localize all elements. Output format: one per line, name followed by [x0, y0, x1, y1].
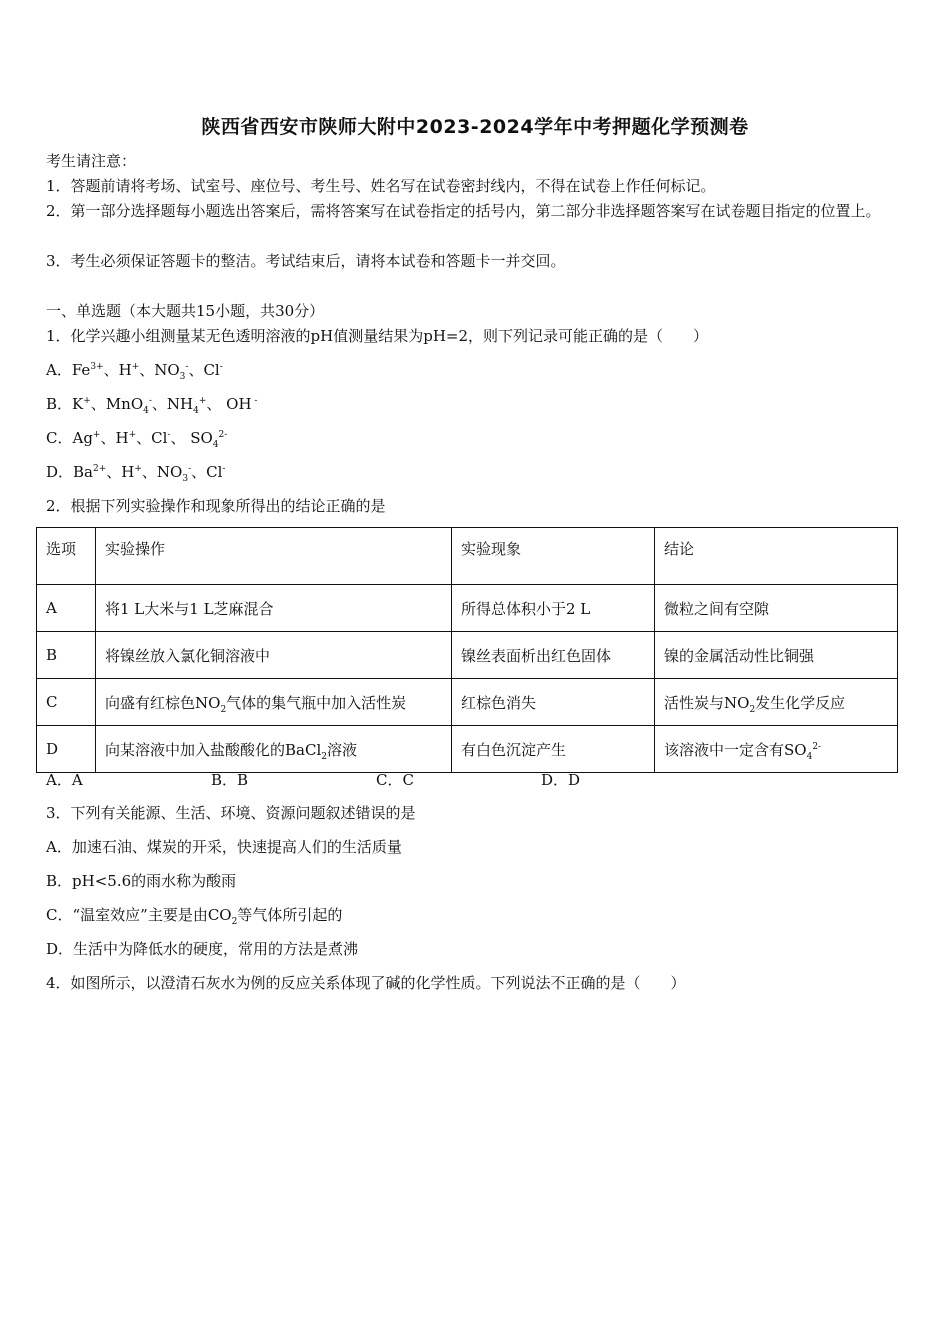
q3-option-d: D．生活中为降低水的硬度，常用的方法是煮沸	[46, 940, 359, 958]
q2-option-a: A．A	[46, 771, 83, 789]
row-phenomenon: 有白色沉淀产生	[452, 726, 655, 773]
q1-c-text: Ag+、H+、Cl-、 $SO_4^{2-}$	[72, 429, 228, 450]
q1-b-text: K+、MnO$_4$-、$NH_4^+$、 OH -	[72, 395, 258, 416]
row-operation: 向某溶液中加入盐酸酸化的BaCl$_2$溶液	[96, 726, 452, 773]
header-phenomenon: 实验现象	[452, 528, 655, 585]
q1-d-label: D．	[46, 463, 74, 481]
q1-a-label: A．	[46, 361, 72, 379]
row-option: D	[37, 726, 96, 773]
section-heading: 一、单选题（本大题共15小题，共30分）	[46, 302, 325, 320]
row-phenomenon: 镍丝表面析出红色固体	[452, 632, 655, 679]
row-option: C	[37, 679, 96, 726]
q1-option-b	[46, 394, 257, 414]
q3-option-b: B．pH<5.6的雨水称为酸雨	[46, 872, 237, 890]
row-phenomenon: 红棕色消失	[452, 679, 655, 726]
notice-heading: 考生请注意：	[46, 152, 137, 170]
row-operation: 将1 L大米与1 L芝麻混合	[96, 585, 452, 632]
table-row	[37, 632, 898, 679]
row-conclusion: 镍的金属活动性比铜强	[655, 632, 898, 679]
notice-item-3: 3．考生必须保证答题卡的整洁。考试结束后，请将本试卷和答题卡一并交回。	[46, 252, 566, 270]
q2-option-d: D．D	[541, 771, 581, 789]
table-row	[37, 585, 898, 632]
q3-stem: 3．下列有关能源、生活、环境、资源问题叙述错误的是	[46, 804, 416, 822]
header-option: 选项	[37, 528, 96, 585]
header-conclusion: 结论	[655, 528, 898, 585]
notice-item-2: 2．第一部分选择题每小题选出答案后，需将答案写在试卷指定的括号内，第二部分非选择题答案写在试卷题目指定的位置上。	[46, 202, 881, 220]
row-conclusion: 微粒之间有空隙	[655, 585, 898, 632]
row-operation: 向盛有红棕色$NO_2$气体的集气瓶中加入活性炭	[96, 679, 452, 726]
row-phenomenon: 所得总体积小于2 L	[452, 585, 655, 632]
experiment-table	[36, 527, 898, 773]
page-title: 陕西省西安市陕师大附中2023-2024学年中考押题化学预测卷	[201, 116, 749, 138]
table-row	[37, 679, 898, 726]
q1-d-text: $Ba^{2+}$、H+、$NO_3^-$、Cl-	[73, 463, 226, 484]
q4-stem: 4．如图所示，以澄清石灰水为例的反应关系体现了碱的化学性质。下列说法不正确的是（ ）	[46, 974, 686, 992]
table-row	[37, 726, 898, 773]
notice-item-1: 1．答题前请将考场、试室号、座位号、考生号、姓名写在试卷密封线内，不得在试卷上作任何标记。	[46, 177, 716, 195]
row-conclusion: 活性炭与$NO_2$发生化学反应	[655, 679, 898, 726]
row-operation: 将镍丝放入氯化铜溶液中	[96, 632, 452, 679]
q1-stem: 1．化学兴趣小组测量某无色透明溶液的pH值测量结果为pH=2，则下列记录可能正确的是（ ）	[46, 327, 709, 345]
q2-stem: 2．根据下列实验操作和现象所得出的结论正确的是	[46, 497, 386, 515]
q1-option-a	[46, 360, 223, 380]
q1-c-label: C．	[46, 429, 73, 447]
q2-option-b: B．B	[211, 771, 249, 789]
row-conclusion: 该溶液中一定含有$SO_4^{2-}$	[655, 726, 898, 773]
q3-option-c: C．“温室效应”主要是由$CO_2$等气体所引起的	[46, 906, 343, 927]
q1-option-c	[46, 428, 227, 448]
row-option: B	[37, 632, 96, 679]
q2-option-c: C．C	[376, 771, 414, 789]
row-option: A	[37, 585, 96, 632]
q1-a-text: $Fe^{3+}$、H+、$NO_3^-$、Cl-	[71, 361, 223, 382]
table-header-row	[37, 528, 898, 585]
header-operation: 实验操作	[96, 528, 452, 585]
q1-b-label: B．	[46, 395, 73, 413]
q3-option-a: A．加速石油、煤炭的开采，快速提高人们的生活质量	[46, 838, 402, 856]
q1-option-d	[46, 462, 225, 482]
